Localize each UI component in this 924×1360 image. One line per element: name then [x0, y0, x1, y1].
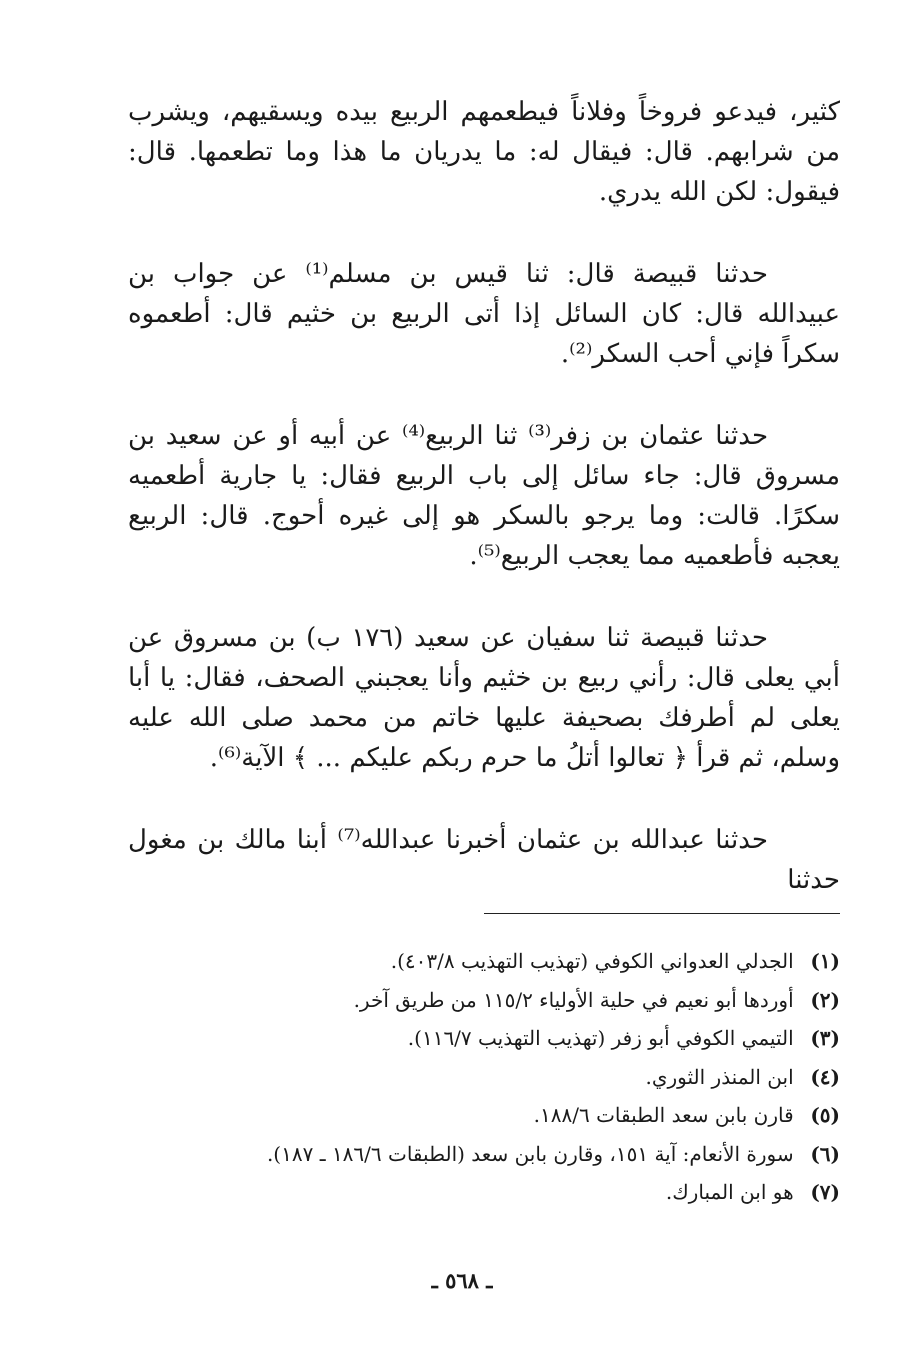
- footnote-text: قارن بابن سعد الطبقات ١٨٨/٦.: [533, 1103, 794, 1127]
- footnote-text: أوردها أبو نعيم في حلية الأولياء ١١٥/٢ من طريق آخر.: [353, 987, 794, 1012]
- paragraph-4-text: حدثنا قبيصة ثنا سفيان عن سعيد (١٧٦ ب) بن مسروق عن أبي يعلى قال: رأني ربيع بن خثيم وأنا يعجبني الصحف، فقال: يا أبا يعلى لم أطرفك بصحيفة عليها خاتم من محمد صلى الله عليه وسلم، ثم قرأ ﴿ تعالوا أتلُ ما حرم ربكم عليكم ... ﴾ الآية⁽⁶⁾.: [128, 623, 840, 773]
- footnote-number: (٣): [810, 1026, 840, 1050]
- paragraph-5: [128, 820, 840, 900]
- footnote-item: [128, 1019, 840, 1058]
- footnote-text: سورة الأنعام: آية ١٥١، وقارن بابن سعد (الطبقات ١٨٦/٦ ـ ١٨٧).: [266, 1141, 794, 1166]
- footnotes-list: [128, 942, 840, 1212]
- footnote-number: (٦): [810, 1141, 840, 1166]
- footnote-item: [128, 1058, 840, 1097]
- paragraph-3: [128, 416, 840, 576]
- footnote-number: (١): [810, 949, 840, 973]
- footnote-item: [128, 1173, 840, 1212]
- page-number: ـ ٥٦٨ ـ: [431, 1268, 493, 1293]
- paragraph-3-text: حدثنا عثمان بن زفر⁽³⁾ ثنا الربيع⁽⁴⁾ عن أبيه أو عن سعيد بن مسروق قال: جاء سائل إلى باب الربيع فقال: يا جارية أطعميه سكرًا. قالت: وما يرجو بالسكر هو إلى غيره أحوج. قال: الربيع يعجبه فأطعميه مما يعجب الربيع⁽⁵⁾.: [128, 421, 840, 571]
- footnote-text: التيمي الكوفي أبو زفر (تهذيب التهذيب ١١٦/٧).: [407, 1026, 794, 1050]
- footnote-text: ابن المنذر الثوري.: [645, 1064, 794, 1089]
- paragraph-2-text: حدثنا قبيصة قال: ثنا قيس بن مسلم⁽¹⁾ عن جواب بن عبيدالله قال: كان السائل إذا أتى الربيع بن خثيم قال: أطعموه سكراً فإني أحب السكر⁽²⁾.: [128, 259, 840, 369]
- footnote-item: [128, 981, 840, 1020]
- main-text: [128, 92, 840, 900]
- paragraph-2: [128, 254, 840, 374]
- footnote-number: (٤): [810, 1064, 840, 1089]
- paragraph-4: [128, 618, 840, 778]
- paragraph-1: [128, 92, 840, 212]
- footnote-text: الجدلي العدواني الكوفي (تهذيب التهذيب ٤٠٣/٨).: [390, 949, 794, 973]
- footnote-divider: [484, 913, 840, 914]
- footnote-number: (٢): [810, 987, 840, 1012]
- footnote-item: [128, 1135, 840, 1174]
- footnote-number: (٧): [810, 1180, 840, 1204]
- footnote-item: [128, 942, 840, 981]
- footnote-item: [128, 1096, 840, 1135]
- footnote-number: (٥): [810, 1103, 840, 1127]
- footnote-text: هو ابن المبارك.: [665, 1180, 794, 1204]
- paragraph-5-text: حدثنا عبدالله بن عثمان أخبرنا عبدالله⁽⁷⁾ أبنا مالك بن مغول حدثنا: [128, 825, 840, 895]
- paragraph-1-text: كثير، فيدعو فروخاً وفلاناً فيطعمهم الربيع بيده ويسقيهم، ويشرب من شرابهم. قال: فيقال له: ما يدريان ما هذا وما تطعمها. قال: فيقول: لكن الله يدري.: [128, 97, 840, 207]
